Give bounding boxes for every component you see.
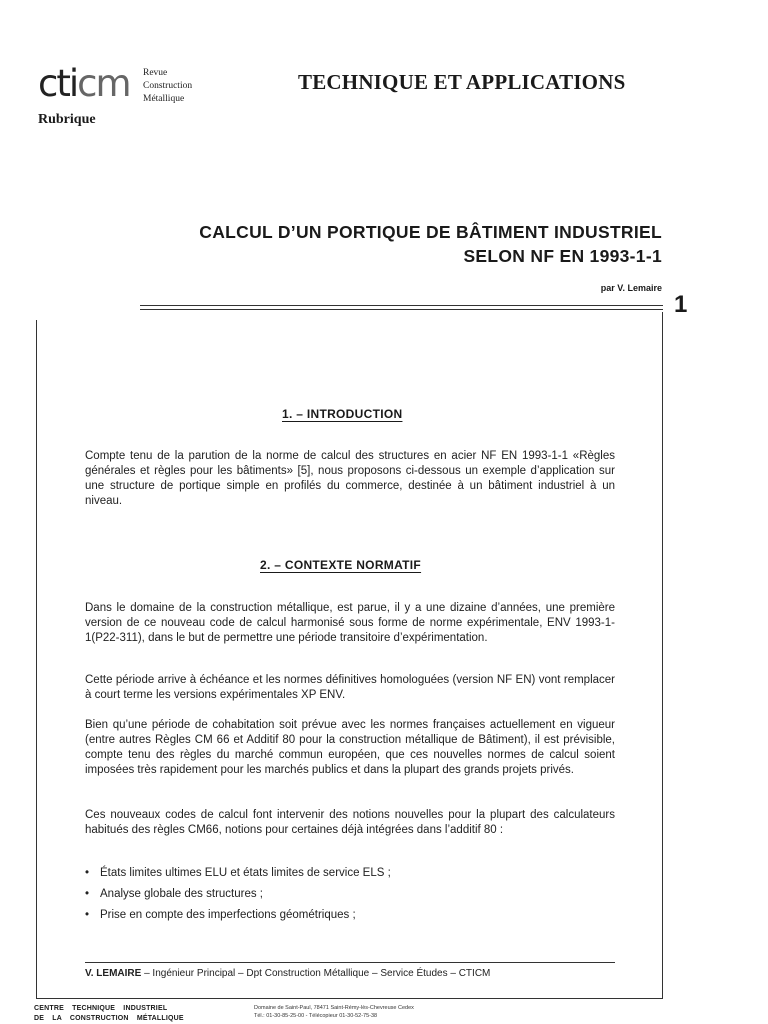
- logo-light-text: cm: [77, 62, 130, 105]
- article-title-line2: SELON NF EN 1993-1-1: [463, 246, 662, 266]
- title-rule-top: [140, 305, 663, 306]
- section-heading-introduction: 1. – INTRODUCTION: [282, 407, 403, 421]
- paragraph: Cette période arrive à échéance et les normes définitives homologuées (version NF EN) vont remplacer à court terme les versions expérimentales XP ENV.: [85, 674, 615, 701]
- list-item: • Prise en compte des imperfections géométriques ;: [85, 908, 615, 923]
- footer-address-line2: Tél.: 01-30-85-25-00 - Télécopieur 01-30-52-75-38: [254, 1013, 378, 1019]
- rubrique-label: Rubrique: [38, 112, 96, 127]
- section-title: TECHNIQUE ET APPLICATIONS: [298, 70, 626, 94]
- bullet-list: [85, 866, 615, 929]
- footer-address-line1: Domaine de Saint-Paul, 78471 Saint-Rémy-lès-Chevreuse Cedex: [254, 1005, 414, 1011]
- footnote-rule: [85, 962, 615, 963]
- footnote-author-name: V. LEMAIRE: [85, 968, 142, 979]
- logo-dark-text: cti: [38, 62, 78, 105]
- list-item: • Analyse globale des structures ;: [85, 887, 615, 902]
- section-heading-contexte-normatif: 2. – CONTEXTE NORMATIF: [260, 558, 422, 572]
- list-item: • États limites ultimes ELU et états limites de service ELS ;: [85, 866, 615, 881]
- revue-line: Construction: [143, 81, 193, 91]
- article-title-line1: CALCUL D’UN PORTIQUE DE BÂTIMENT INDUSTRIEL: [199, 222, 662, 242]
- footer-org-line1: CENTRE TECHNIQUE INDUSTRIEL: [34, 1005, 168, 1012]
- paragraph: Compte tenu de la parution de la norme de calcul des structures en acier NF EN 1993-1-1 «Règles générales et règles pour les bâtiments» [5], nous proposons ci-dessous un exemple d’application sur une structure de portique simple en profilés du commerce, destinée à un bâtiment industriel à un niveau.: [85, 450, 615, 507]
- frame-right-border: [662, 312, 663, 998]
- footer-org-line2: DE LA CONSTRUCTION MÉTALLIQUE: [34, 1015, 184, 1022]
- revue-line: Métallique: [143, 94, 185, 104]
- footnote: [85, 968, 490, 979]
- cticm-logo: [38, 64, 130, 104]
- frame-left-border: [36, 320, 37, 998]
- frame-bottom-border: [36, 998, 663, 999]
- paragraph: Ces nouveaux codes de calcul font intervenir des notions nouvelles pour la plupart des calculateurs habitués des règles CM66, notions pour certaines déjà intégrées dans l’additif 80 :: [85, 809, 615, 836]
- paragraph: Bien qu’une période de cohabitation soit prévue avec les normes françaises actuellement en vigueur (entre autres Règles CM 66 et Additif 80 pour la construction métallique de Bâtiment), il est prévisible, compte tenu des règles du marché commun européen, que ces nouvelles normes de calcul soient imposées très rapidement pour les marchés publics et dans la plupart des grands projets privés.: [85, 719, 615, 776]
- footnote-author-role: – Ingénieur Principal – Dpt Construction Métallique – Service Études – CTICM: [141, 968, 491, 979]
- title-rule-bottom: [140, 309, 663, 310]
- article-author: par V. Lemaire: [600, 283, 662, 293]
- revue-label: [143, 67, 192, 106]
- paragraph: Dans le domaine de la construction métallique, est parue, il y a une dizaine d’années, une première version de ce nouveau code de calcul harmonisé sous forme de norme expérimentale, ENV 1993-1-1(P22-311), dans le but de permettre une période transitoire d’expérimentation.: [85, 602, 615, 644]
- page-number: 1: [674, 291, 688, 318]
- revue-line: Revue: [143, 68, 168, 78]
